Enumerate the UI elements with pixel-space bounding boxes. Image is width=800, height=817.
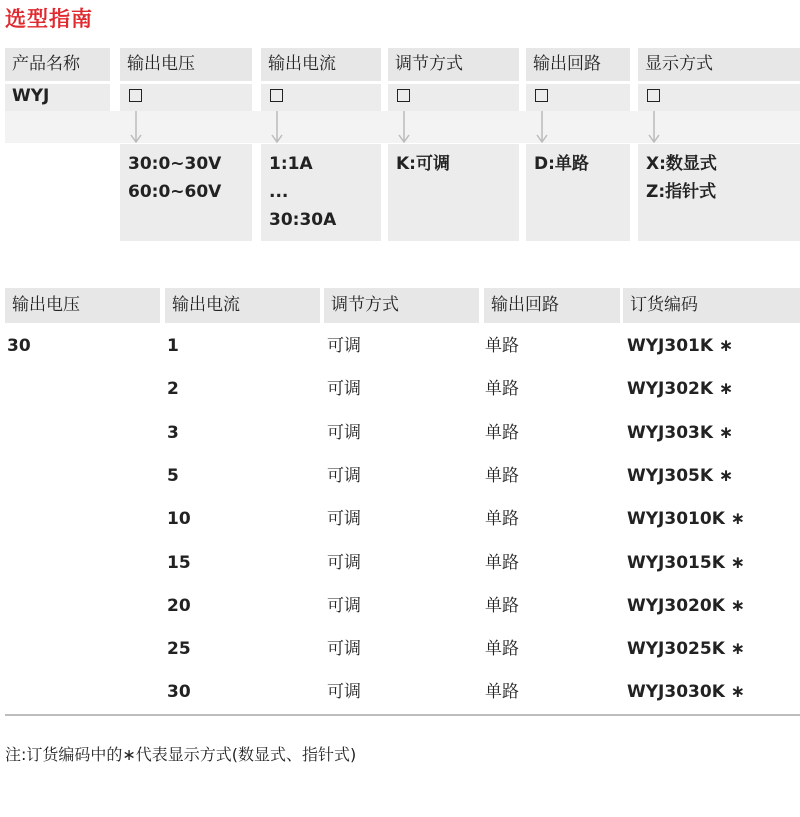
- cell-order-code: WYJ301K ∗: [627, 336, 734, 356]
- cell-current: 20: [167, 595, 191, 616]
- column-header-order-code: 订货编码: [623, 288, 800, 323]
- circuit-options: [526, 144, 630, 241]
- current-slot: [261, 84, 381, 111]
- circuit-slot: [526, 84, 630, 111]
- table-row: [5, 585, 800, 628]
- cell-circuit: 单路: [485, 379, 519, 400]
- option-line: 30:0~30V: [128, 154, 222, 174]
- selector-col-product: [5, 48, 110, 111]
- voltage-options: [120, 144, 252, 241]
- display-options: [638, 144, 800, 241]
- table-row: [5, 542, 800, 585]
- cell-circuit: 单路: [485, 552, 519, 573]
- selector-header-display: 显示方式: [638, 48, 800, 81]
- cell-regulation: 可调: [327, 465, 361, 486]
- selector-col-regulation: [388, 48, 519, 111]
- cell-circuit: 单路: [485, 465, 519, 486]
- cell-circuit: 单路: [485, 422, 519, 443]
- table-row: [5, 412, 800, 455]
- regulation-options: [388, 144, 519, 241]
- checkbox-icon: [129, 89, 142, 102]
- cell-current: 5: [167, 465, 179, 486]
- option-line: D:单路: [534, 154, 589, 174]
- cell-regulation: 可调: [327, 336, 361, 356]
- cell-current: 15: [167, 552, 191, 573]
- table-bottom-rule: [5, 714, 800, 716]
- cell-order-code: WYJ302K ∗: [627, 379, 734, 400]
- cell-order-code: WYJ3015K ∗: [627, 552, 746, 573]
- selector-header-voltage: 输出电压: [120, 48, 252, 81]
- checkbox-icon: [397, 89, 410, 102]
- cell-order-code: WYJ3025K ∗: [627, 639, 746, 660]
- regulation-slot: [388, 84, 519, 111]
- voltage-slot: [120, 84, 252, 111]
- current-options: [261, 144, 381, 241]
- selector-header-product: 产品名称: [5, 48, 110, 81]
- cell-current: 30: [167, 682, 191, 703]
- cell-order-code: WYJ303K ∗: [627, 422, 734, 443]
- cell-regulation: 可调: [327, 509, 361, 530]
- option-line: K:可调: [396, 154, 450, 174]
- product-name-value: WYJ: [12, 86, 50, 106]
- cell-regulation: 可调: [327, 639, 361, 660]
- cell-regulation: 可调: [327, 379, 361, 400]
- cell-circuit: 单路: [485, 509, 519, 530]
- table-row: [5, 368, 800, 411]
- cell-circuit: 单路: [485, 682, 519, 703]
- checkbox-icon: [647, 89, 660, 102]
- cell-current: 10: [167, 509, 191, 530]
- table-row: [5, 498, 800, 541]
- down-arrow-icon: [129, 111, 143, 144]
- checkbox-icon: [270, 89, 283, 102]
- option-line: 30:30A: [269, 210, 337, 230]
- cell-current: 25: [167, 639, 191, 660]
- cell-voltage: 30: [7, 336, 31, 356]
- selector-col-circuit: [526, 48, 630, 111]
- cell-regulation: 可调: [327, 552, 361, 573]
- column-header-regulation: 调节方式: [324, 288, 479, 323]
- cell-order-code: WYJ3030K ∗: [627, 682, 746, 703]
- cell-current: 1: [167, 336, 179, 356]
- footnote: 注:订货编码中的∗代表显示方式(数显式、指针式): [5, 745, 357, 764]
- table-header: [5, 288, 800, 323]
- column-header-voltage: 输出电压: [5, 288, 160, 323]
- option-line: X:数显式: [646, 154, 717, 174]
- column-header-circuit: 输出回路: [484, 288, 620, 323]
- cell-current: 2: [167, 379, 179, 400]
- table-row: [5, 628, 800, 671]
- down-arrow-icon: [647, 111, 661, 144]
- page-title: 选型指南: [5, 7, 93, 31]
- table-row: [5, 671, 800, 714]
- selector-col-voltage: [120, 48, 252, 111]
- option-line: 60:0~60V: [128, 182, 222, 202]
- option-line: Z:指针式: [646, 182, 717, 202]
- cell-regulation: 可调: [327, 682, 361, 703]
- selector-header-circuit: 输出回路: [526, 48, 630, 81]
- cell-circuit: 单路: [485, 595, 519, 616]
- cell-regulation: 可调: [327, 422, 361, 443]
- selector-col-display: [638, 48, 800, 111]
- option-line: 1:1A: [269, 154, 313, 174]
- selector-col-current: [261, 48, 381, 111]
- checkbox-icon: [535, 89, 548, 102]
- option-line: ...: [269, 182, 289, 202]
- table-row: [5, 325, 800, 368]
- cell-current: 3: [167, 422, 179, 443]
- down-arrow-icon: [270, 111, 284, 144]
- cell-order-code: WYJ3010K ∗: [627, 509, 746, 530]
- down-arrow-icon: [397, 111, 411, 144]
- cell-circuit: 单路: [485, 639, 519, 660]
- cell-regulation: 可调: [327, 595, 361, 616]
- table-row: [5, 455, 800, 498]
- cell-circuit: 单路: [485, 336, 519, 356]
- cell-order-code: WYJ3020K ∗: [627, 595, 746, 616]
- selector-header-regulation: 调节方式: [388, 48, 519, 81]
- cell-order-code: WYJ305K ∗: [627, 465, 734, 486]
- selector-header-current: 输出电流: [261, 48, 381, 81]
- product-name-slot: [5, 84, 110, 111]
- down-arrow-icon: [535, 111, 549, 144]
- display-slot: [638, 84, 800, 111]
- column-header-current: 输出电流: [165, 288, 320, 323]
